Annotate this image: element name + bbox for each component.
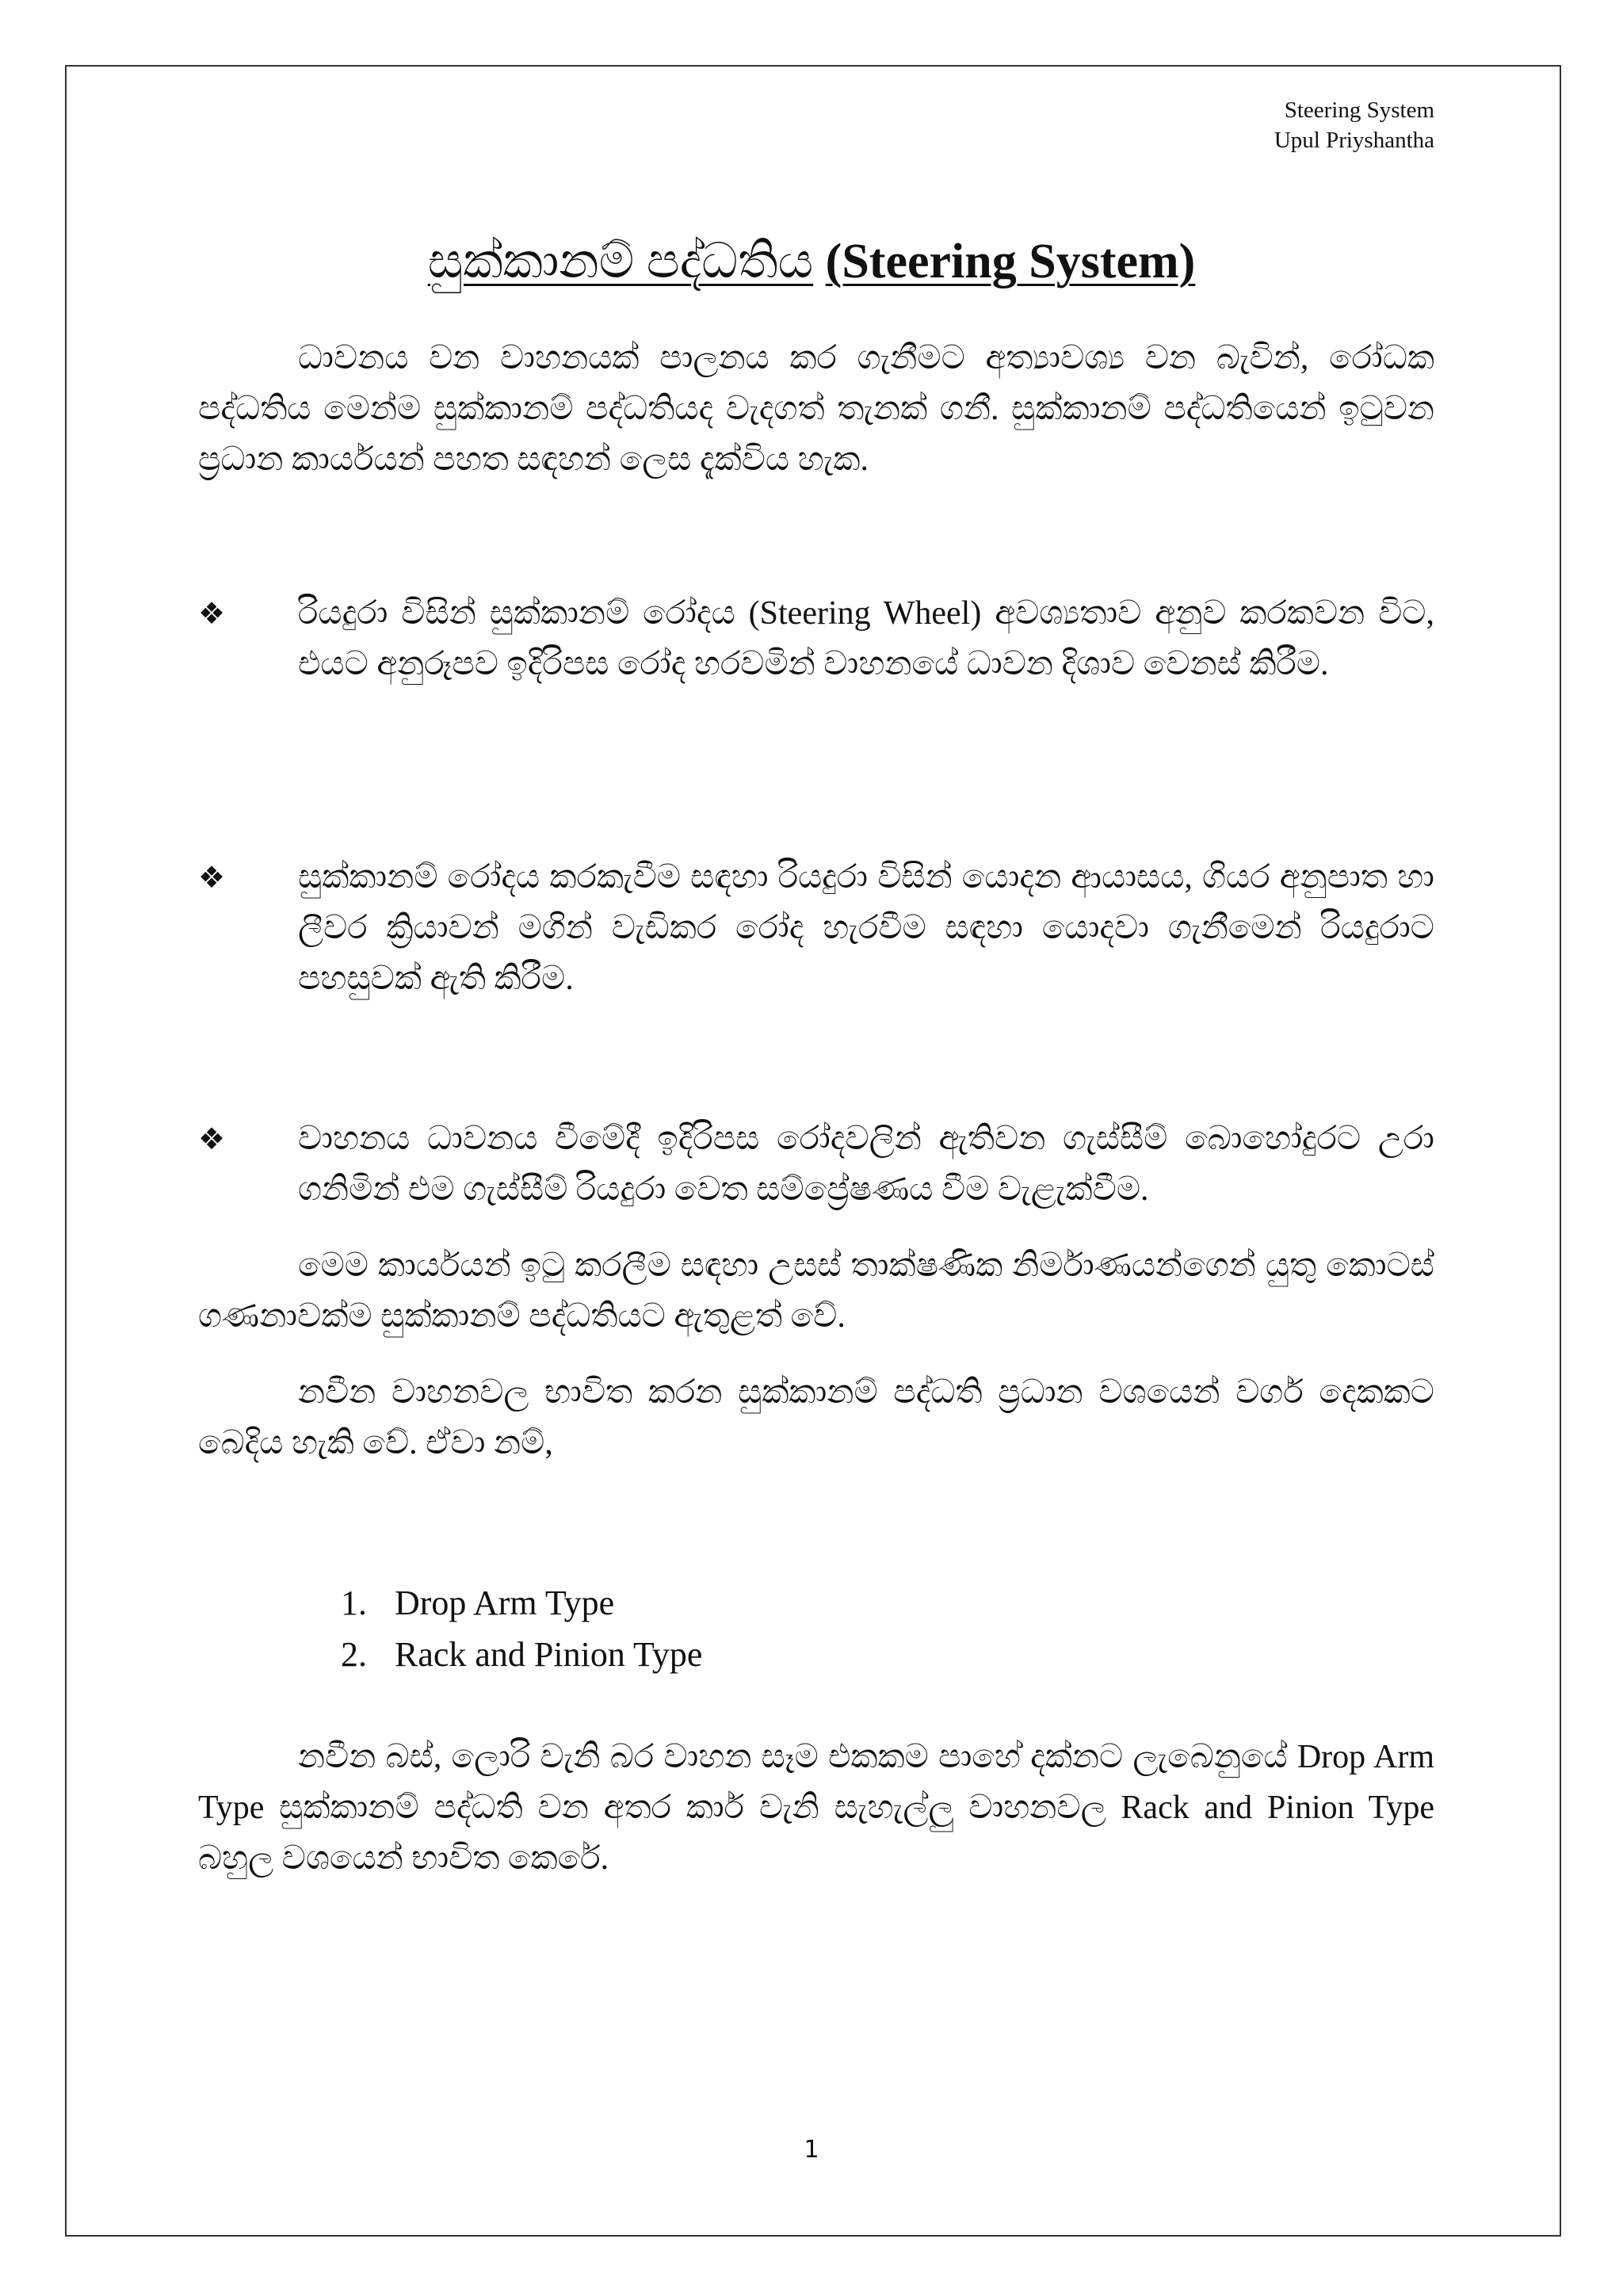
bullet-text: රියදුරා විසින් සුක්කානම් රෝදය (Steering Wheel) අවශ්‍යතාව අනුව කරකවන විට, එයට අනුරූපව ඉදිරිපස රෝද හරවමින් වාහනයේ ධාවන දිශාව වෙනස් කිරීම. xyxy=(298,595,1434,682)
header-author: Upul Priyshantha xyxy=(1274,128,1434,153)
list-item xyxy=(341,1629,702,1680)
paragraph-types-intro: නවීන වාහනවල භාවිත කරන සුක්කානම් පද්ධති ප්‍රධාන වශයෙන් වර්ග දෙකකට බෙදිය හැකි වේ. ඒවා නම්, xyxy=(198,1374,1434,1461)
paragraph-components: මෙම කාර්යයන් ඉටු කරලීම සඳහා උසස් තාක්ෂණික නිර්මාණයන්ගෙන් යුතු කොටස් ගණනාවක්ම සුක්කානම් පද්ධතියට ඇතුළත් වේ. xyxy=(198,1247,1434,1335)
list-label: Drop Arm Type xyxy=(395,1584,615,1622)
running-header xyxy=(1274,95,1434,155)
paragraph-usage: නවීන බස්, ලොරි වැනි බර වාහන සෑම එකකම පාහේ දක්නට ලැබෙනුයේ Drop Arm Type සුක්කානම් පද්ධති වන අතර කාර් වැනි සැහැල්ලු වාහනවල Rack and Pinion Type බහුල වශයෙන් භාවිත කෙරේ. xyxy=(198,1739,1434,1877)
bullet-item xyxy=(198,852,1434,1004)
list-number: 1. xyxy=(341,1584,367,1622)
page-number: 1 xyxy=(804,2136,819,2164)
title-english: (Steering System) xyxy=(825,235,1196,288)
list-number: 2. xyxy=(341,1635,367,1674)
title-sinhala: සුක්කානම් පද්ධතිය xyxy=(427,235,814,288)
diamond-bullet-icon: ❖ xyxy=(198,1121,226,1156)
bullet-item xyxy=(198,1114,1434,1215)
page-title xyxy=(0,230,1623,293)
bullet-text: වාහනය ධාවනය වීමේදී ඉදිරිපස රෝදවලින් ඇතිවන ගැස්සීම් බොහෝදුරට උරා ගනිමින් එම ගැස්සීම් රියදුරා වෙත සම්ප්‍රේෂණය වීම වැළැක්වීම. xyxy=(298,1121,1434,1208)
intro-paragraph: ධාවනය වන වාහනයක් පාලනය කර ගැනීමට අත්‍යාවශ්‍ය වන බැවින්, රෝධක පද්ධතිය මෙන්ම සුක්කානම් පද්ධතියද වැදගත් තැනක් ගනී. සුක්කානම් පද්ධතියෙන් ඉටුවන ප්‍රධාන කාර්යයන් පහත සඳහන් ලෙස දැක්විය හැක. xyxy=(198,340,1434,478)
bullet-item xyxy=(198,588,1434,690)
steering-types-list xyxy=(341,1577,702,1680)
diamond-bullet-icon: ❖ xyxy=(198,596,226,631)
header-topic: Steering System xyxy=(1284,97,1434,123)
diamond-bullet-icon: ❖ xyxy=(198,860,226,895)
list-label: Rack and Pinion Type xyxy=(395,1635,703,1674)
bullet-text: සුක්කානම් රෝදය කරකැවීම සඳහා රියදුරා විසින් යොදන ආයාසය, ගියර අනුපාත හා ලීවර ක්‍රියාවන් මගින් වැඩිකර රෝද හැරවීම සඳහා යොදවා ගැනීමෙන් රියදුරාට පහසුවක් ඇති කිරීම. xyxy=(298,859,1434,997)
list-item xyxy=(341,1577,702,1629)
